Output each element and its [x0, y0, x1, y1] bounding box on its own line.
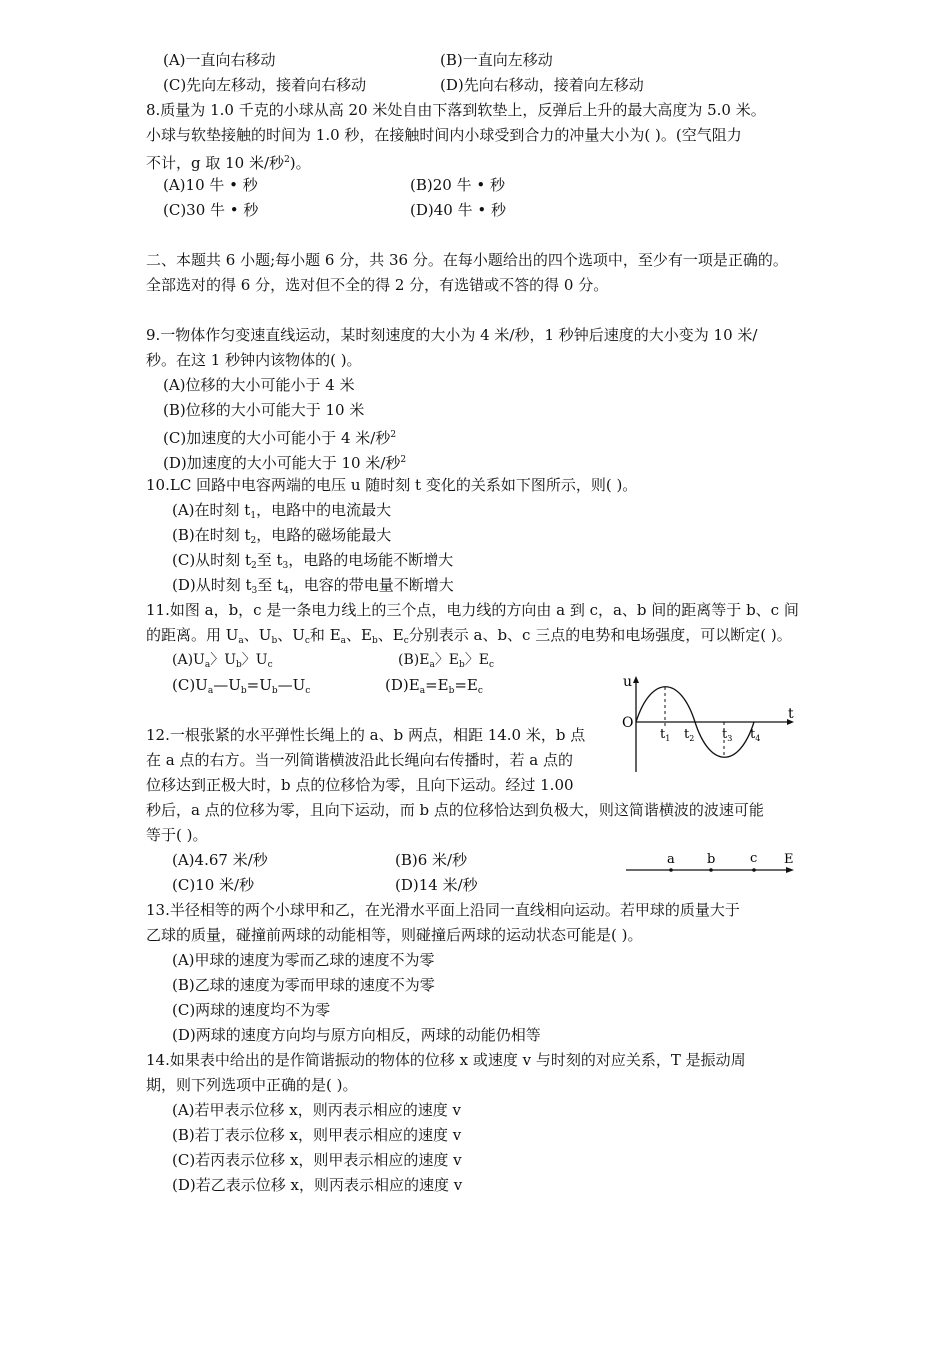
q13-option-d: (D)两球的速度方向均与原方向相反，两球的动能仍相等: [172, 1026, 541, 1044]
q11-option-a: $(A)U_a$〉$U_b$〉$U_c$: [172, 652, 273, 670]
q9-stem-line1: 9.一物体作匀变速直线运动，某时刻速度的大小为 4 米/秒，1 秒钟后速度的大小变为 10 米/: [146, 326, 758, 344]
q12-stem-line1: 12.一根张紧的水平弹性长绳上的 a、b 两点，相距 14.0 米，b 点: [146, 726, 586, 744]
point-a-label: a: [667, 852, 675, 867]
q9-stem-line2: 秒。在这 1 秒钟内该物体的( )。: [146, 351, 362, 369]
q11-stem-line2: 的距离。用 $U_a$、$U_b$、$U_c$和 $E_a$、$E_b$、$E_c$分别表示 a、b、c 三点的电势和电场强度，可以断定( )。: [146, 626, 792, 646]
point-b-label: b: [707, 852, 716, 867]
q10-option-a: (A)在时刻 $t_1$，电路中的电流最大: [172, 501, 392, 521]
t3-label: $t_3$: [722, 727, 733, 743]
q7-option-a: (A)一直向右移动: [163, 51, 276, 69]
q14-option-c: (C)若丙表示位移 x，则甲表示相应的速度 v: [172, 1151, 462, 1169]
q7-option-c: (C)先向左移动，接着向右移动: [163, 76, 367, 94]
q14-stem-line2: 期，则下列选项中正确的是( )。: [146, 1076, 358, 1094]
q13-option-a: (A)甲球的速度为零而乙球的速度不为零: [172, 951, 435, 969]
q9-option-a: (A)位移的大小可能小于 4 米: [163, 376, 355, 394]
q8-stem-line2: 小球与软垫接触的时间为 1.0 秒，在接触时间内小球受到合力的冲量大小为( )。(空气阻力: [146, 126, 742, 144]
q12-stem-line4: 秒后，a 点的位移为零，且向下运动，而 b 点的位移恰达到负极大，则这简谐横波的波速可能: [146, 801, 764, 819]
q14-option-b: (B)若丁表示位移 x，则甲表示相应的速度 v: [172, 1126, 462, 1144]
q7-option-b: (B)一直向左移动: [440, 51, 553, 69]
q9-option-c: (C)加速度的大小可能小于 4 米/秒$^2$: [163, 429, 397, 447]
q14-option-a: (A)若甲表示位移 x，则丙表示相应的速度 v: [172, 1101, 462, 1119]
u-axis-arrow: [633, 676, 639, 683]
q11-option-b: $(B)E_a$〉$E_b$〉$E_c$: [398, 652, 495, 670]
q8-option-b: (B)20 牛 • 秒: [410, 176, 505, 194]
q10-stem: 10.LC 回路中电容两端的电压 u 随时刻 t 变化的关系如下图所示，则( )。: [146, 476, 638, 494]
q12-option-b: (B)6 米/秒: [395, 851, 468, 869]
origin-label: O: [622, 715, 634, 731]
point-b: [709, 868, 713, 872]
q13-option-b: (B)乙球的速度为零而甲球的速度不为零: [172, 976, 435, 994]
q9-option-d: (D)加速度的大小可能大于 10 米/秒$^2$: [163, 454, 407, 472]
t2-label: $t_2$: [684, 727, 695, 743]
q14-stem-line1: 14.如果表中给出的是作简谐振动的物体的位移 x 或速度 v 与时刻的对应关系，T 是振动周: [146, 1051, 746, 1069]
q8-option-d: (D)40 牛 • 秒: [410, 201, 506, 219]
q12-stem-line2: 在 a 点的右方。当一列简谐横波沿此长绳向右传播时，若 a 点的: [146, 751, 573, 769]
q13-option-c: (C)两球的速度均不为零: [172, 1001, 331, 1019]
q12-stem-line3: 位移达到正极大时，b 点的位移恰为零，且向下运动。经过 1.00: [146, 776, 574, 794]
field-line-diagram: [622, 848, 802, 878]
q13-stem-line2: 乙球的质量，碰撞前两球的动能相等，则碰撞后两球的运动状态可能是( )。: [146, 926, 643, 944]
q8-option-c: (C)30 牛 • 秒: [163, 201, 259, 219]
t-axis-label: t: [788, 706, 794, 722]
field-e-label: E: [784, 852, 794, 867]
t4-label: $t_4$: [750, 727, 761, 743]
q11-option-c: $(C)U_a—U_b=U_b—U_c$: [172, 676, 311, 696]
q9-option-b: (B)位移的大小可能大于 10 米: [163, 401, 365, 419]
field-line-arrow: [786, 867, 794, 873]
point-c-label: c: [750, 851, 758, 866]
q10-option-b: (B)在时刻 $t_2$，电路的磁场能最大: [172, 526, 392, 546]
section2-instructions-line1: 二、本题共 6 小题;每小题 6 分，共 36 分。在每小题给出的四个选项中，至少有一项是正确的。: [146, 251, 788, 269]
q10-option-d: (D)从时刻 $t_3$至 $t_4$，电容的带电量不断增大: [172, 576, 454, 596]
q12-option-a: (A)4.67 米/秒: [172, 851, 268, 869]
q7-option-d: (D)先向右移动，接着向左移动: [440, 76, 644, 94]
q10-option-c: (C)从时刻 $t_2$至 $t_3$，电路的电场能不断增大: [172, 551, 454, 571]
q8-stem-line1: 8.质量为 1.0 千克的小球从高 20 米处自由下落到软垫上，反弹后上升的最大高度为 5.0 米。: [146, 101, 766, 119]
point-c: [752, 868, 756, 872]
section2-instructions-line2: 全部选对的得 6 分，选对但不全的得 2 分，有选错或不答的得 0 分。: [146, 276, 609, 294]
q8-option-a: (A)10 牛 • 秒: [163, 176, 258, 194]
q12-stem-line5: 等于( )。: [146, 826, 208, 844]
q11-option-d: $(D)E_a=E_b=E_c$: [385, 676, 483, 696]
u-t-graph: [618, 670, 803, 775]
q11-stem-line1: 11.如图 a，b，c 是一条电力线上的三个点，电力线的方向由 a 到 c，a、b 间的距离等于 b、c 间: [146, 601, 799, 619]
q8-stem-line3: 不计，g 取 10 米/秒$^2$)。: [146, 154, 311, 172]
u-axis-label: u: [623, 674, 633, 690]
t1-label: $t_1$: [660, 727, 671, 743]
q12-option-c: (C)10 米/秒: [172, 876, 255, 894]
point-a: [669, 868, 673, 872]
q12-option-d: (D)14 米/秒: [395, 876, 478, 894]
q14-option-d: (D)若乙表示位移 x，则丙表示相应的速度 v: [172, 1176, 463, 1194]
q13-stem-line1: 13.半径相等的两个小球甲和乙，在光滑水平面上沿同一直线相向运动。若甲球的质量大于: [146, 901, 740, 919]
